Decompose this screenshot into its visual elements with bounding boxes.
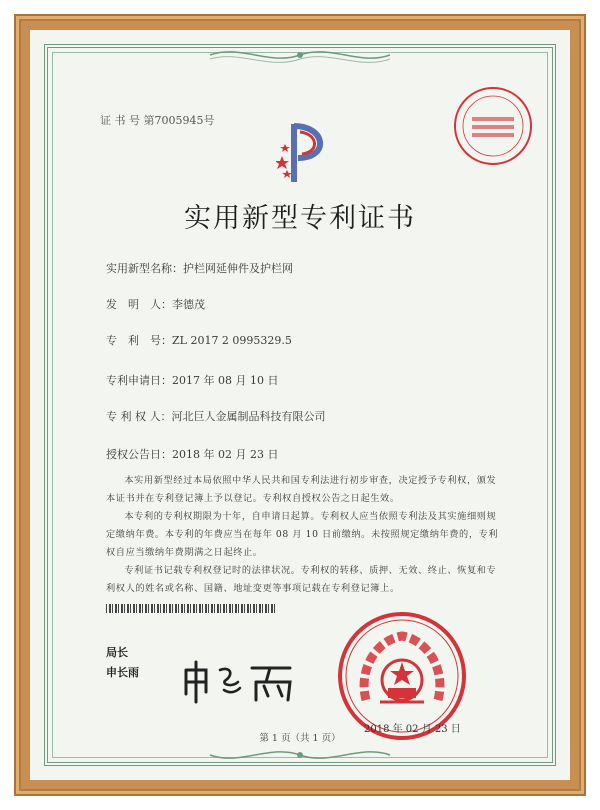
certificate-title: 实用新型专利证书 [184,203,416,234]
field-grant-date [106,446,278,462]
field-value: 李德茂 [172,298,205,311]
field-value: 2018 年 02 月 23 日 [172,448,279,461]
field-value: 河北巨人金属制品科技有限公司 [171,410,326,423]
paragraph-legal-status: 专利证书记载专利权登记时的法律状况。专利权的转移、质押、无效、终止、恢复和专利权人的姓名或名称、国籍、地址变更等事项记载在专利登记簿上。 [106,565,497,594]
field-label: 授权公告日： [106,448,172,461]
field-inventor [106,296,205,312]
field-label: 专 利 号： [106,334,172,347]
field-label: 发 明 人： [106,298,172,311]
paragraph-grant: 本实用新型经过本局依照中华人民共和国专利法进行初步审查，决定授予专利权，颁发本证书并在专利登记簿上予以登记。专利权自授权公告之日起生效。 [106,475,497,504]
field-label: 专利申请日： [106,374,172,387]
field-patent-number [106,332,292,348]
barcode [106,604,276,613]
field-utility-model-name [106,260,293,276]
field-label: 实用新型名称： [106,262,183,275]
field-patentee [106,408,326,424]
bottom-ornament [200,744,400,766]
certificate-number: 证 书 号 第7005945号 [100,114,215,127]
certificate-paper [30,30,570,780]
director-title: 局长 [106,646,128,659]
director-name: 申长雨 [106,666,139,679]
handwritten-signature [180,660,300,704]
patent-office-logo [276,118,338,188]
page-number: 第 1 页（共 1 页） [259,733,341,744]
field-value: 2017 年 08 月 10 日 [172,374,279,387]
small-red-seal [452,85,534,167]
field-value: 护栏网延伸件及护栏网 [183,262,293,275]
field-application-date [106,372,278,388]
field-label: 专 利 权 人： [106,410,172,423]
field-value: ZL 2017 2 0995329.5 [172,334,292,347]
top-ornament [200,44,400,66]
paragraph-term: 本专利的专利权期限为十年，自申请日起算。专利权人应当依照专利法及其实施细则规定缴纳年费。本专利的年费应当在每年 08 月 10 日前缴纳。未按照规定缴纳年费的，专利权自应当缴纳年费期满之日起终止。 [106,511,499,558]
stamp-date: 2018 年 02 月 23 日 [364,724,461,735]
